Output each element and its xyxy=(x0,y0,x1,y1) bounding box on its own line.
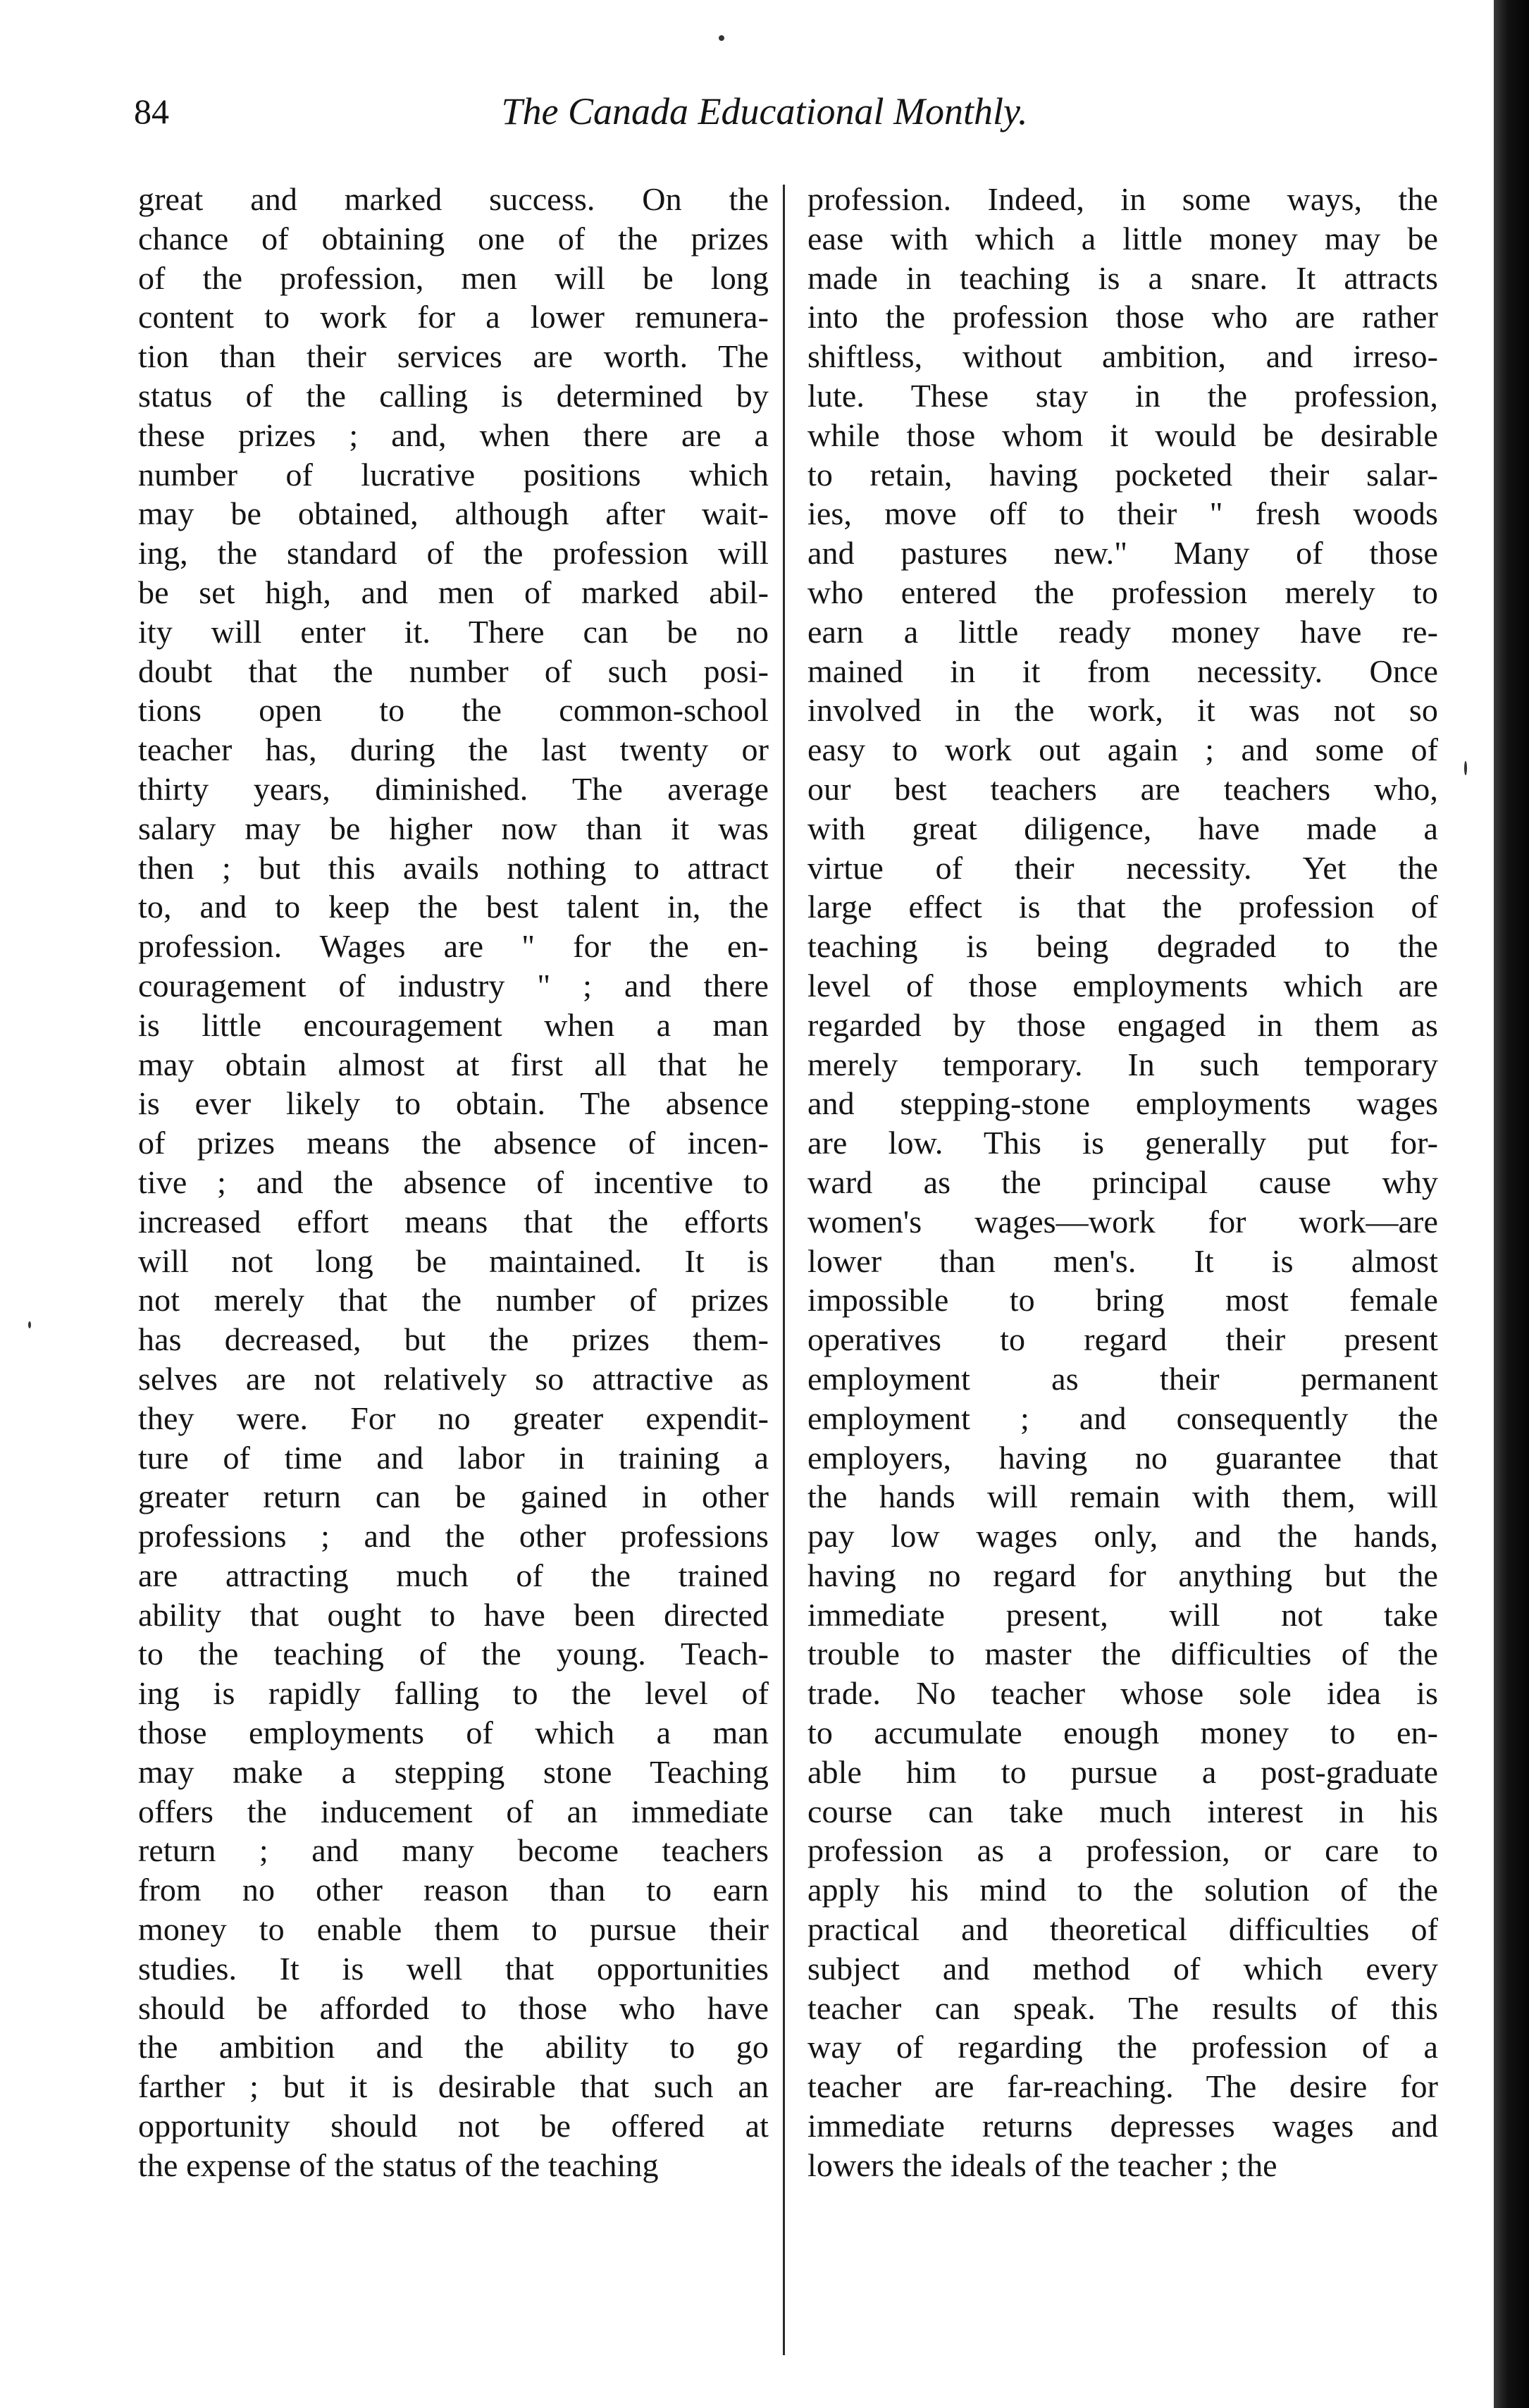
text-line: to, and to keep the best talent in, the xyxy=(138,889,769,925)
text-line: return ; and many become teachers xyxy=(138,1832,769,1869)
text-line: will not long be maintained. It is xyxy=(138,1242,769,1279)
text-line: easy to work out again ; and some of xyxy=(807,731,1438,768)
text-line: operatives to regard their present xyxy=(807,1321,1438,1358)
text-line: to retain, having pocketed their salar- xyxy=(807,456,1438,493)
text-line: made in teaching is a snare. It attracts xyxy=(807,259,1438,296)
text-line: while those whom it would be desirable xyxy=(807,416,1438,453)
text-line: teaching is being degraded to the xyxy=(807,928,1438,965)
text-line: lower than men's. It is almost xyxy=(807,1242,1438,1279)
page-edge-shadow xyxy=(1494,0,1529,2408)
text-line: tive ; and the absence of incentive to xyxy=(138,1163,769,1200)
text-line: the ambition and the ability to go xyxy=(138,2029,769,2066)
text-line: salary may be higher now than it was xyxy=(138,810,769,846)
text-line: not merely that the number of prizes xyxy=(138,1282,769,1319)
text-line: with great diligence, have made a xyxy=(807,810,1438,846)
text-line: virtue of their necessity. Yet the xyxy=(807,849,1438,886)
text-line: large effect is that the profession of xyxy=(807,889,1438,925)
text-line: has decreased, but the prizes them- xyxy=(138,1321,769,1358)
text-line: to the teaching of the young. Teach- xyxy=(138,1636,769,1672)
running-title: The Canada Educational Monthly. xyxy=(501,90,1028,132)
text-line: earn a little ready money have re- xyxy=(807,613,1438,650)
text-line: may obtain almost at first all that he xyxy=(138,1046,769,1082)
text-line: impossible to bring most female xyxy=(807,1282,1438,1319)
text-line: practical and theoretical difficulties of xyxy=(807,1911,1438,1948)
column-divider xyxy=(783,185,785,2355)
text-line: way of regarding the profession of a xyxy=(807,2029,1438,2066)
text-line: having no regard for anything but the xyxy=(807,1557,1438,1593)
text-line: tion than their services are worth. The xyxy=(138,338,769,375)
text-line: farther ; but it is desirable that such an xyxy=(138,2068,769,2105)
text-line: able him to pursue a post-graduate xyxy=(807,1753,1438,1790)
scan-speck xyxy=(719,35,724,41)
text-line: should be afforded to those who have xyxy=(138,1989,769,2026)
text-line: merely temporary. In such temporary xyxy=(807,1046,1438,1082)
text-line: those employments of which a man xyxy=(138,1715,769,1751)
text-line: selves are not relatively so attractive as xyxy=(138,1360,769,1397)
text-line: the hands will remain with them, will xyxy=(807,1478,1438,1515)
text-line: regarded by those engaged in them as xyxy=(807,1006,1438,1043)
text-line: employers, having no guarantee that xyxy=(807,1439,1438,1476)
text-line: pay low wages only, and the hands, xyxy=(807,1518,1438,1555)
text-line: immediate present, will not take xyxy=(807,1596,1438,1633)
text-line: may make a stepping stone Teaching xyxy=(138,1753,769,1790)
text-line: our best teachers are teachers who, xyxy=(807,770,1438,807)
text-line: level of those employments which are xyxy=(807,967,1438,1004)
text-line: may be obtained, although after wait- xyxy=(138,495,769,532)
scan-speck xyxy=(28,1321,31,1328)
text-line: offers the inducement of an immediate xyxy=(138,1793,769,1829)
text-line: ing, the standard of the profession will xyxy=(138,535,769,572)
text-line: thirty years, diminished. The average xyxy=(138,770,769,807)
text-line: number of lucrative positions which xyxy=(138,456,769,493)
text-line: of the profession, men will be long xyxy=(138,259,769,296)
text-line: studies. It is well that opportunities xyxy=(138,1950,769,1987)
text-line: into the profession those who are rather xyxy=(807,299,1438,335)
text-line: professions ; and the other professions xyxy=(138,1518,769,1555)
text-line: who entered the profession merely to xyxy=(807,574,1438,610)
text-line: the expense of the status of the teaching xyxy=(138,2147,659,2183)
text-line: is little encouragement when a man xyxy=(138,1006,769,1043)
text-line: mained in it from necessity. Once xyxy=(807,653,1438,689)
text-line: lowers the ideals of the teacher ; the xyxy=(807,2147,1277,2183)
text-line: immediate returns depresses wages and xyxy=(807,2108,1438,2144)
text-line: from no other reason than to earn xyxy=(138,1872,769,1908)
text-line: subject and method of which every xyxy=(807,1950,1438,1987)
text-line: ease with which a little money may be xyxy=(807,220,1438,257)
text-line: are low. This is generally put for- xyxy=(807,1125,1438,1161)
text-line: trouble to master the difficulties of the xyxy=(807,1636,1438,1672)
text-line: lute. These stay in the profession, xyxy=(807,377,1438,414)
text-line: profession. Indeed, in some ways, the xyxy=(807,181,1438,217)
text-line: content to work for a lower remunera- xyxy=(138,299,769,335)
text-line: increased effort means that the efforts xyxy=(138,1203,769,1240)
text-line: greater return can be gained in other xyxy=(138,1478,769,1515)
scan-speck xyxy=(1464,761,1467,775)
text-line: women's wages—work for work—are xyxy=(807,1203,1438,1240)
text-line: status of the calling is determined by xyxy=(138,377,769,414)
text-line: employment as their permanent xyxy=(807,1360,1438,1397)
text-line: apply his mind to the solution of the xyxy=(807,1872,1438,1908)
text-line: and pastures new." Many of those xyxy=(807,535,1438,572)
text-line: doubt that the number of such posi- xyxy=(138,653,769,689)
text-line: tions open to the common-school xyxy=(138,692,769,729)
text-line: involved in the work, it was not so xyxy=(807,692,1438,729)
text-line: profession. Wages are " for the en- xyxy=(138,928,769,965)
text-line: of prizes means the absence of incen- xyxy=(138,1125,769,1161)
text-line: trade. No teacher whose sole idea is xyxy=(807,1675,1438,1712)
text-line: couragement of industry " ; and there xyxy=(138,967,769,1004)
text-line: ability that ought to have been directed xyxy=(138,1596,769,1633)
text-line: ward as the principal cause why xyxy=(807,1163,1438,1200)
text-line: teacher can speak. The results of this xyxy=(807,1989,1438,2026)
right-column xyxy=(807,180,1438,2185)
text-line: and stepping-stone employments wages xyxy=(807,1085,1438,1122)
text-line: teacher are far-reaching. The desire for xyxy=(807,2068,1438,2105)
text-line: to accumulate enough money to en- xyxy=(807,1715,1438,1751)
text-line: then ; but this avails nothing to attract xyxy=(138,849,769,886)
text-line: course can take much interest in his xyxy=(807,1793,1438,1829)
text-line: ies, move off to their " fresh woods xyxy=(807,495,1438,532)
text-line: opportunity should not be offered at xyxy=(138,2108,769,2144)
text-line: teacher has, during the last twenty or xyxy=(138,731,769,768)
text-line: these prizes ; and, when there are a xyxy=(138,416,769,453)
text-line: great and marked success. On the xyxy=(138,181,769,217)
text-line: shiftless, without ambition, and irreso- xyxy=(807,338,1438,375)
text-line: is ever likely to obtain. The absence xyxy=(138,1085,769,1122)
text-line: they were. For no greater expendit- xyxy=(138,1400,769,1436)
text-line: chance of obtaining one of the prizes xyxy=(138,220,769,257)
text-line: ing is rapidly falling to the level of xyxy=(138,1675,769,1712)
page-number: 84 xyxy=(134,92,169,131)
text-line: ture of time and labor in training a xyxy=(138,1439,769,1476)
text-line: be set high, and men of marked abil- xyxy=(138,574,769,610)
text-line: employment ; and consequently the xyxy=(807,1400,1438,1436)
left-column xyxy=(138,180,769,2185)
text-line: are attracting much of the trained xyxy=(138,1557,769,1593)
text-line: ity will enter it. There can be no xyxy=(138,613,769,650)
text-line: money to enable them to pursue their xyxy=(138,1911,769,1948)
text-line: profession as a profession, or care to xyxy=(807,1832,1438,1869)
